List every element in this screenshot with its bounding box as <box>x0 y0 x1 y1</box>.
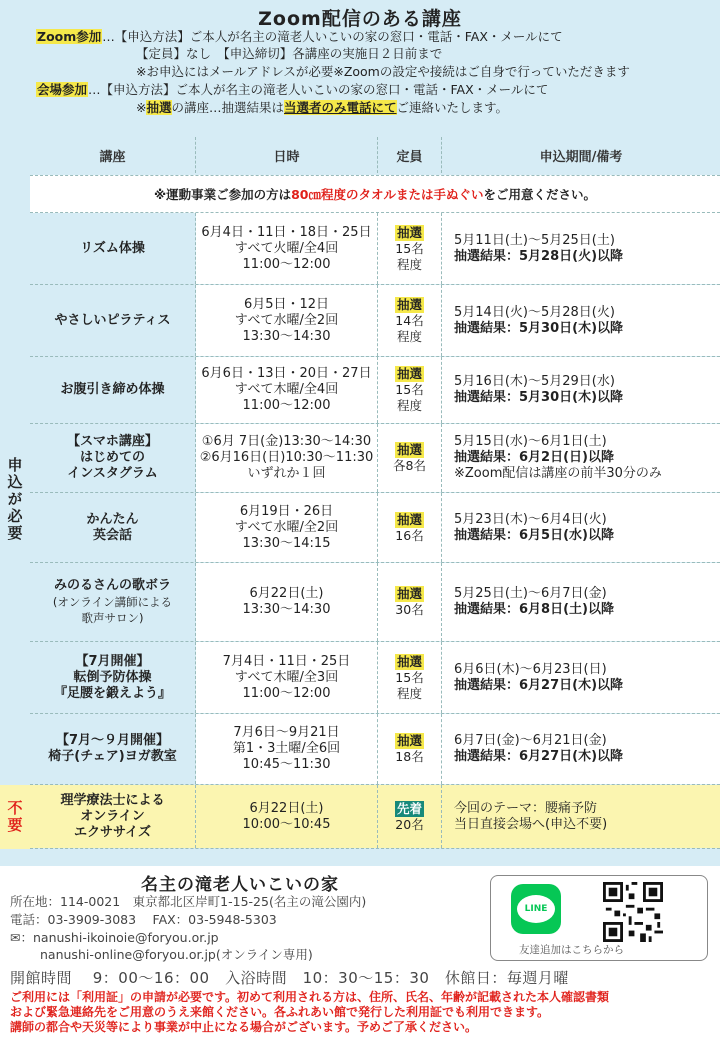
course-application: 今回のテーマ：腰痛予防 当日直接会場へ(申込不要) <box>442 785 720 848</box>
col-header-course: 講座 <box>30 137 196 173</box>
mail-icon: ✉ <box>10 930 21 945</box>
course-capacity: 抽選 18名 <box>378 714 442 784</box>
lottery-badge: 抽選 <box>396 733 422 748</box>
course-datetime: 6月19日・26日 すべて水曜/全2回 13:30～14:15 <box>196 493 378 562</box>
line-add-friend[interactable] <box>490 875 708 961</box>
zoom-line-2: 【定員】なし 【申込締切】各講座の実施日２日前まで <box>136 46 443 61</box>
course-datetime: 6月22日(土) 10:00～10:45 <box>196 785 378 848</box>
course-name: お腹引き締め体操 <box>30 357 196 423</box>
zoom-tag: Zoom参加 <box>37 29 102 44</box>
venue-tag: 会場参加 <box>37 82 88 97</box>
course-name: 【7月～９月開催】 椅子(チェア)ヨガ教室 <box>30 714 196 784</box>
header <box>0 0 720 130</box>
lottery-badge: 抽選 <box>396 442 422 457</box>
lottery-badge: 抽選 <box>396 511 422 527</box>
phone-fax: 電話：03-3909-3083 FAX：03-5948-5303 <box>10 912 277 927</box>
facility-name: 名主の滝老人いこいの家 <box>141 875 339 895</box>
course-row <box>30 642 720 714</box>
course-name: 理学療法士による オンライン エクササイズ <box>30 785 196 848</box>
course-application: 5月11日(土)～5月25日(土) 抽選結果：5月28日(火)以降 <box>442 213 720 284</box>
course-name: 【7月開催】 転倒予防体操 『足腰を鍛えよう』 <box>30 642 196 713</box>
course-datetime: 6月4日・11日・18日・25日 すべて火曜/全4回 11:00～12:00 <box>196 213 378 284</box>
course-row <box>30 563 720 642</box>
warning-line-1: ご利用には「利用証」の申請が必要です。初めて利用される方は、住所、氏名、年齢が記載された本人確認書類 <box>10 990 610 1004</box>
course-capacity: 抽選 30名 <box>378 563 442 641</box>
course-name: みのるさんの歌ボラ (オンライン講師による 歌声サロン) <box>30 563 196 641</box>
course-datetime: 7月6日～9月21日 第1・3土曜/全6回 10:45～11:30 <box>196 714 378 784</box>
warning-line-3: 講師の都合や天災等により事業が中止になる場合がございます。予めご了承ください。 <box>10 1020 478 1034</box>
course-datetime: 6月22日(土) 13:30～14:30 <box>196 563 378 641</box>
course-row <box>30 285 720 357</box>
zoom-line-1: Zoom参加…【申込方法】ご本人が名主の滝老人いこいの家の窓口・電話・FAX・メールにて <box>37 29 563 44</box>
course-application: 6月6日(木)～6月23日(日) 抽選結果：6月27日(木)以降 <box>442 642 720 713</box>
lottery-badge: 抽選 <box>396 366 422 381</box>
col-header-capacity: 定員 <box>378 137 442 173</box>
course-row <box>30 357 720 424</box>
course-datetime: 7月4日・11日・25日 すべて木曜/全3回 11:00～12:00 <box>196 642 378 713</box>
lottery-badge: 抽選 <box>396 653 422 669</box>
footer <box>0 866 720 1040</box>
email-online: ✉：nanushi-ikoinoie@foryou.or.jp <box>10 930 219 945</box>
course-datetime: ①6月 7日(金)13:30～14:30 ②6月16日(日)10:30～11:30 いずれか１回 <box>196 424 378 492</box>
course-name: やさしいピラティス <box>30 285 196 356</box>
address: 所在地：114-0021 東京都北区岸町1-15-25(名主の滝公園内) <box>10 894 367 909</box>
course-capacity: 抽選 14名 程度 <box>378 285 442 356</box>
venue-line-2: ※抽選の講座…抽選結果は当選者のみ電話にてご連絡いたします。 <box>136 100 509 115</box>
line-caption: 友達追加はこちらから <box>519 944 624 956</box>
course-application: 6月7日(金)～6月21日(金) 抽選結果：6月27日(木)以降 <box>442 714 720 784</box>
course-capacity: 抽選 15名 程度 <box>378 357 442 423</box>
course-application: 5月16日(木)～5月29日(水) 抽選結果：5月30日(木)以降 <box>442 357 720 423</box>
course-capacity: 抽選 各8名 <box>378 424 442 492</box>
lottery-badge: 抽選 <box>396 586 422 601</box>
course-row <box>30 785 720 849</box>
course-capacity: 抽選 15名 程度 <box>378 213 442 284</box>
course-table <box>0 137 720 849</box>
course-name: 【スマホ講座】 はじめての インスタグラム <box>30 424 196 492</box>
opening-hours: 開館時間 9：00～16：00 入浴時間 10：30～15：30 休館日：毎週月曜 <box>10 969 569 987</box>
first-come-badge: 先着 <box>396 800 422 816</box>
course-datetime: 6月6日・13日・20日・27日 すべて木曜/全4回 11:00～12:00 <box>196 357 378 423</box>
course-datetime: 6月5日・12日 すべて水曜/全2回 13:30～14:30 <box>196 285 378 356</box>
email-online-2: nanushi-online@foryou.or.jp(オンライン専用) <box>40 947 313 962</box>
course-name: リズム体操 <box>30 213 196 284</box>
lottery-badge: 抽選 <box>396 224 422 240</box>
venue-line-1: 会場参加…【申込方法】ご本人が名主の滝老人いこいの家の窓口・電話・FAX・メールにて <box>37 82 549 97</box>
course-application: 5月15日(水)～6月1日(土) 抽選結果：6月2日(日)以降 ※Zoom配信は講座の前半30分のみ <box>442 424 720 492</box>
course-capacity: 先着 20名 <box>378 785 442 848</box>
course-application: 5月23日(木)～6月4日(火) 抽選結果：6月5日(水)以降 <box>442 493 720 562</box>
course-row <box>30 424 720 493</box>
course-row <box>30 493 720 563</box>
course-capacity: 抽選 15名 程度 <box>378 642 442 713</box>
course-capacity: 抽選 16名 <box>378 493 442 562</box>
qr-code-icon <box>603 882 663 942</box>
side-label-not-required: 不要 <box>0 785 30 849</box>
line-logo-icon: LINE <box>511 884 561 934</box>
col-header-application: 申込期間/備考 <box>442 137 720 173</box>
col-header-datetime: 日時 <box>196 137 378 173</box>
page-title: Zoom配信のある講座 <box>258 8 462 30</box>
zoom-line-3: ※お申込にはメールアドレスが必要※Zoomの設定や接続はご自身で行っていただきます <box>136 64 630 79</box>
towel-note: ※運動事業ご参加の方は 80㎝程度のタオルまたは手ぬぐい をご用意ください。 <box>30 175 720 213</box>
side-label-required: 申込が必要 <box>0 213 30 785</box>
course-application: 5月14日(火)～5月28日(火) 抽選結果：5月30日(木)以降 <box>442 285 720 356</box>
course-application: 5月25日(土)～6月7日(金) 抽選結果：6月8日(土)以降 <box>442 563 720 641</box>
course-row <box>30 213 720 285</box>
course-name: かんたん 英会話 <box>30 493 196 562</box>
course-row <box>30 714 720 785</box>
lottery-badge: 抽選 <box>396 296 422 312</box>
warning-line-2: および緊急連絡先をご用意のうえ来館ください。各ふれあい館で発行した利用証でも利用できます。 <box>10 1005 550 1019</box>
